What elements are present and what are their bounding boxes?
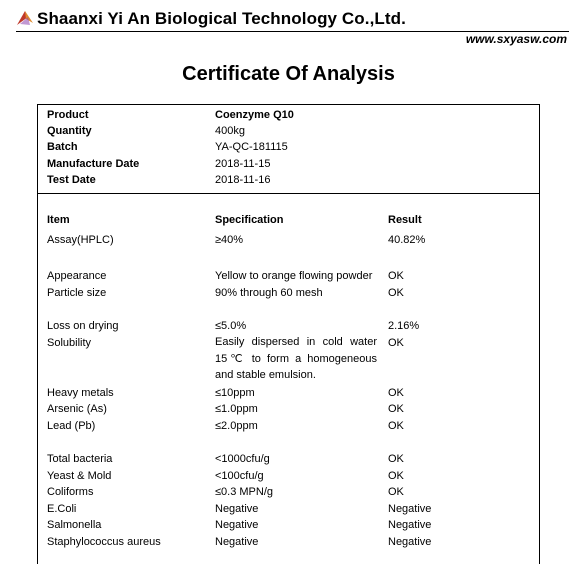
company-name: Shaanxi Yi An Biological Technology Co.,Ltd. [37,9,406,28]
table-row-result: 2.16% [388,320,420,332]
table-row-item: Particle size [47,287,107,299]
quantity-label: Quantity [47,125,92,137]
manufacture-date-value: 2018-11-15 [215,158,271,170]
table-row-result: OK [388,287,404,299]
table-row-item: Coliforms [47,486,94,498]
column-header-item: Item [47,214,70,226]
table-row-spec: ≤1.0ppm [215,403,258,415]
table-row-result: OK [388,387,404,399]
table-row-spec: Negative [215,536,259,548]
table-row-result: Negative [388,536,432,548]
website-link[interactable]: www.sxyasw.com [465,32,567,46]
table-row-item: Solubility [47,337,92,349]
table-row-result: 40.82% [388,234,426,246]
table-row-result: OK [388,403,404,415]
table-row-spec: Easily dispersed in cold water 15℃ to form a homogeneous and stable emulsion. [215,336,377,381]
test-date-label: Test Date [47,174,96,186]
product-value: Coenzyme Q10 [215,109,294,121]
table-row-item: Staphylococcus aureus [47,536,161,548]
table-row-result: OK [388,420,404,432]
test-date-value: 2018-11-16 [215,174,271,186]
table-row-spec: Yellow to orange flowing powder [215,270,373,282]
table-row-result: Negative [388,503,432,515]
table-row-item: Total bacteria [47,453,113,465]
table-row-spec: Negative [215,519,259,531]
table-row-item: Assay(HPLC) [47,234,114,246]
table-row-result: OK [388,486,404,498]
table-row-item: Yeast & Mold [47,470,112,482]
table-row-item: Lead (Pb) [47,420,96,432]
table-row-result: Negative [388,519,432,531]
table-row-result: OK [388,337,404,349]
table-row-item: Loss on drying [47,320,119,332]
table-row-item: Appearance [47,270,107,282]
table-row-spec: 90% through 60 mesh [215,287,323,299]
column-header-specification: Specification [215,214,284,226]
quantity-value: 400kg [215,125,245,137]
table-row-spec: Negative [215,503,259,515]
column-header-result: Result [388,214,422,226]
table-row-spec: ≤5.0% [215,320,247,332]
batch-value: YA-QC-181115 [215,141,288,153]
table-row-item: Salmonella [47,519,102,531]
table-divider [37,193,540,194]
table-row-spec: ≤10ppm [215,387,255,399]
table-row-result: OK [388,470,404,482]
bird-logo-icon [16,9,34,27]
manufacture-date-label: Manufacture Date [47,158,140,170]
table-row-item: E.Coli [47,503,77,515]
table-row-item: Arsenic (As) [47,403,107,415]
table-row-result: OK [388,270,404,282]
table-row-spec: ≤0.3 MPN/g [215,486,274,498]
batch-label: Batch [47,141,78,153]
table-row-item: Heavy metals [47,387,114,399]
product-label: Product [47,109,89,121]
table-row-spec: ≥40% [215,234,244,246]
table-row-spec: ≤2.0ppm [215,420,258,432]
table-row-result: OK [388,453,404,465]
document-title: Certificate Of Analysis [182,63,395,85]
table-row-spec: <100cfu/g [215,470,264,482]
table-row-spec: <1000cfu/g [215,453,270,465]
